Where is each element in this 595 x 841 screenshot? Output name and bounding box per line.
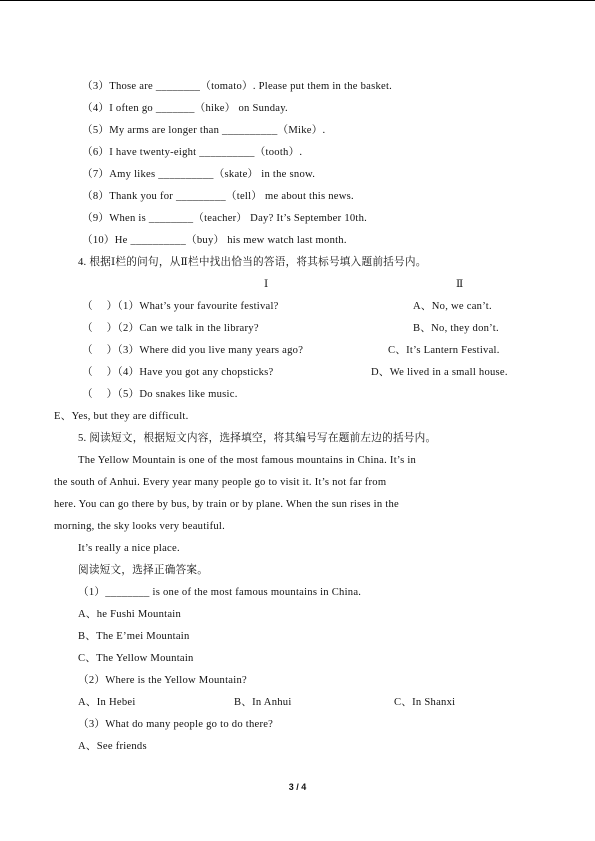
page-top-border bbox=[0, 0, 595, 1]
q5-instruction: 5. 阅读短文，根据短文内容，选择填空，将其编号写在题前左边的括号内。 bbox=[78, 433, 437, 444]
exercise-7: （7）Amy likes __________（skate） in the snow. bbox=[82, 169, 316, 180]
exercise-3: （3）Those are ________（tomato）. Please put them in the basket. bbox=[82, 81, 393, 92]
exercise-5: （5）My arms are longer than __________（Mike）. bbox=[82, 125, 326, 136]
exercise-4: （4）I often go _______（hike） on Sunday. bbox=[82, 103, 288, 114]
exercise-10: （10）He __________（buy） his mew watch last month. bbox=[82, 235, 347, 246]
q5-q1-option-c: C、The Yellow Mountain bbox=[78, 653, 194, 664]
q5-q2-option-b: B、In Anhui bbox=[234, 697, 292, 708]
q5-passage-line-2: the south of Anhui. Every year many people go to visit it. It’s not far from bbox=[54, 477, 387, 488]
q4-instruction: 4. 根据Ⅰ栏的问句，从Ⅱ栏中找出恰当的答语，将其标号填入题前括号内。 bbox=[78, 257, 427, 268]
q5-question-2: （2）Where is the Yellow Mountain? bbox=[78, 675, 247, 686]
page-number: 3 / 4 bbox=[288, 782, 307, 792]
q4-question-3: （ ）（3）Where did you live many years ago? bbox=[82, 345, 304, 356]
exercise-8: （8）Thank you for _________（tell） me about this news. bbox=[82, 191, 354, 202]
q5-q3-option-a: A、See friends bbox=[78, 741, 147, 752]
exercise-9: （9）When is ________（teacher） Day? It’s September 10th. bbox=[82, 213, 368, 224]
q4-question-5: （ ）（5）Do snakes like music. bbox=[82, 389, 238, 400]
q5-question-3: （3）What do many people go to do there? bbox=[78, 719, 274, 730]
q4-answer-d: D、We lived in a small house. bbox=[371, 367, 508, 378]
q4-column-2-header: Ⅱ bbox=[456, 279, 464, 290]
q5-passage-line-3: here. You can go there by bus, by train or by plane. When the sun rises in the bbox=[54, 499, 399, 510]
q4-answer-e: E、Yes, but they are difficult. bbox=[54, 411, 189, 422]
q4-question-2: （ ）（2）Can we talk in the library? bbox=[82, 323, 259, 334]
q5-question-1: （1）________ is one of the most famous mountains in China. bbox=[78, 587, 362, 598]
q5-passage-line-4: morning, the sky looks very beautiful. bbox=[54, 521, 226, 532]
q4-column-1-header: Ⅰ bbox=[264, 279, 269, 290]
q5-q1-option-a: A、he Fushi Mountain bbox=[78, 609, 182, 620]
q4-answer-b: B、No, they don’t. bbox=[413, 323, 499, 334]
q4-question-4: （ ）（4）Have you got any chopsticks? bbox=[82, 367, 274, 378]
q5-q1-option-b: B、The E’mei Mountain bbox=[78, 631, 190, 642]
q5-sub-instruction: 阅读短文，选择正确答案。 bbox=[78, 565, 209, 576]
exercise-6: （6）I have twenty-eight __________（tooth）. bbox=[82, 147, 303, 158]
q5-passage-line-5: It’s really a nice place. bbox=[78, 543, 180, 554]
q4-answer-c: C、It’s Lantern Festival. bbox=[388, 345, 500, 356]
q5-passage-line-1: The Yellow Mountain is one of the most famous mountains in China. It’s in bbox=[78, 455, 417, 466]
q4-question-1: （ ）（1）What’s your favourite festival? bbox=[82, 301, 279, 312]
q4-answer-a: A、No, we can’t. bbox=[413, 301, 492, 312]
q5-q2-option-a: A、In Hebei bbox=[78, 697, 136, 708]
q5-q2-option-c: C、In Shanxi bbox=[394, 697, 456, 708]
